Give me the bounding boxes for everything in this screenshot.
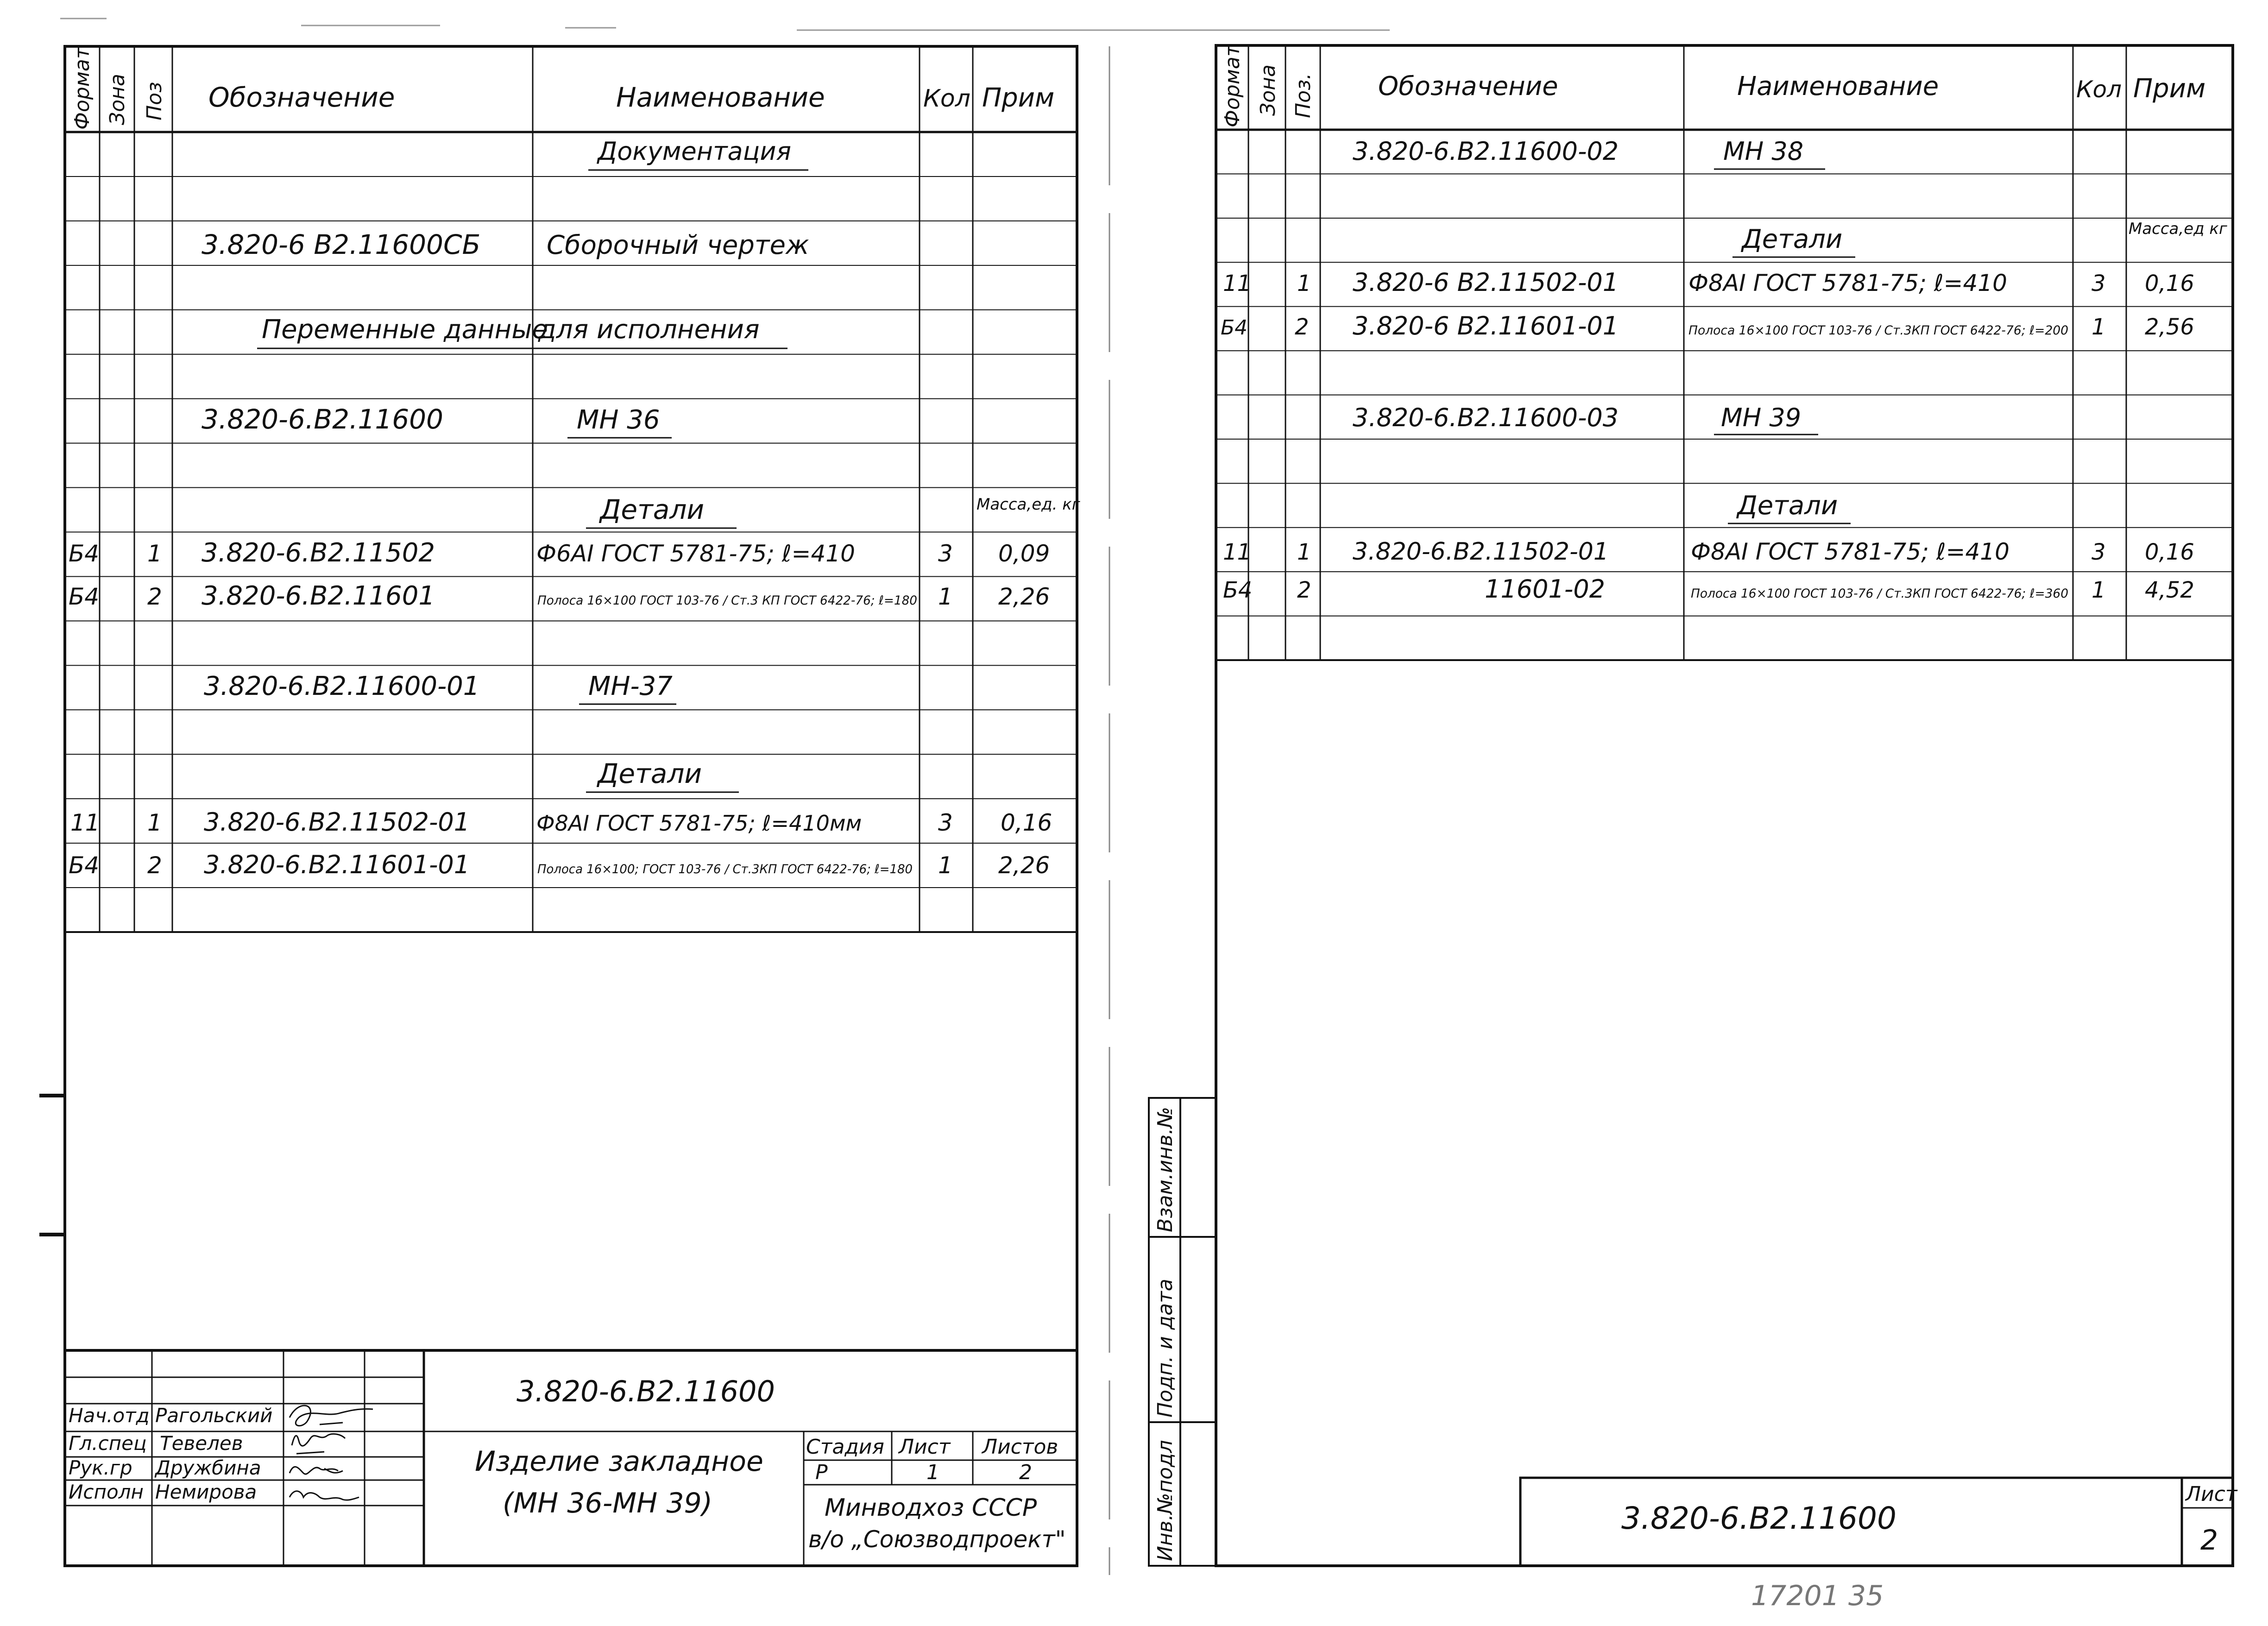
- left-tb-name-3: Дружбина: [155, 1456, 261, 1479]
- left-r9-qty: 3: [938, 540, 953, 567]
- left-tb-org-2: в/о „Союзводпроект": [808, 1526, 1066, 1553]
- left-table-grid: [65, 46, 1077, 932]
- right-header-format: Формат: [1221, 44, 1244, 127]
- left-assembly-name: Сборочный чертеж: [547, 230, 809, 260]
- right-mn39-name: МН 39: [1721, 403, 1802, 432]
- left-sheet: [65, 46, 1077, 1566]
- left-mn37-designation: 3.820-6.В2.11600-01: [204, 671, 480, 701]
- left-r16-qty: 1: [938, 852, 953, 879]
- left-mn36-name: МН 36: [577, 405, 660, 435]
- right-title-block-text: [1621, 1482, 2238, 1557]
- right-r9-qty: 3: [2092, 539, 2106, 565]
- left-variable-data-part1: Переменные данные: [262, 315, 548, 345]
- left-r10-name: Полоса 16×100 ГОСТ 103-76 / Ст.3 КП ГОСТ 6422-76; ℓ=180: [537, 593, 917, 608]
- left-margin-ticks: [39, 1096, 65, 1235]
- left-r10-qty: 1: [938, 583, 953, 610]
- right-mn39-designation: 3.820-6.В2.11600-03: [1353, 403, 1619, 432]
- left-tb-role-1: Нач.отд: [69, 1404, 150, 1427]
- side-stamp-sign-date: Подп. и дата: [1153, 1279, 1177, 1418]
- right-r4-qty: 1: [2092, 314, 2106, 340]
- signature-3: [290, 1467, 343, 1474]
- left-frame: [65, 46, 1077, 1566]
- bottom-archive-note: 17201 35: [1751, 1580, 1884, 1612]
- right-side-stamp-text: [1153, 1107, 1177, 1561]
- right-tb-code: 3.820-6.В2.11600: [1621, 1500, 1896, 1536]
- left-r16-note: 2,26: [998, 852, 1050, 879]
- left-r9-pos: 1: [147, 540, 162, 567]
- right-r9-name: Ф8АI ГОСТ 5781-75; ℓ=410: [1691, 538, 2010, 565]
- left-r15-pos: 1: [147, 809, 162, 836]
- right-r10-format: Б4: [1223, 577, 1253, 603]
- left-mass-note: Масса,ед. кг: [976, 495, 1080, 514]
- left-tb-org-1: Минводхоз СССР: [825, 1494, 1037, 1522]
- left-variable-data-part2: для исполнения: [538, 315, 760, 345]
- right-r9-format: 11: [1223, 539, 1252, 565]
- right-r9-note: 0,16: [2145, 539, 2194, 565]
- right-r10-name: Полоса 16×100 ГОСТ 103-76 / Ст.3КП ГОСТ 6422-76; ℓ=360: [1691, 586, 2068, 601]
- right-mn38-name: МН 38: [1723, 137, 1804, 166]
- left-r16-pos: 2: [147, 852, 162, 879]
- right-tb-sheet-label: Лист: [2186, 1482, 2237, 1506]
- left-r15-designation: 3.820-6.В2.11502-01: [204, 807, 470, 837]
- left-r9-format: Б4: [69, 540, 100, 567]
- right-r9-designation: 3.820-6.В2.11502-01: [1353, 538, 1609, 566]
- left-header-note: Прим: [982, 83, 1055, 113]
- right-r4-pos: 2: [1295, 314, 1309, 340]
- left-r10-format: Б4: [69, 583, 100, 610]
- right-r3-designation: 3.820-6 В2.11502-01: [1353, 268, 1619, 297]
- top-scan-marks: [60, 19, 1390, 30]
- left-row-lines: [65, 176, 1077, 888]
- left-r15-format: 11: [70, 809, 100, 836]
- left-header-qty: Кол: [923, 85, 970, 113]
- left-r16-name: Полоса 16×100; ГОСТ 103-76 / Ст.3КП ГОСТ 6422-76; ℓ=180: [537, 862, 913, 876]
- right-r4-note: 2,56: [2145, 314, 2194, 340]
- left-tb-code: 3.820-6.В2.11600: [517, 1374, 775, 1408]
- signatures: [290, 1405, 373, 1500]
- left-header-name: Наименование: [616, 82, 825, 113]
- right-header-qty: Кол: [2076, 76, 2122, 103]
- left-tb-name-2: Тевелев: [160, 1432, 243, 1455]
- right-r9-pos: 1: [1297, 539, 1311, 565]
- left-r16-designation: 3.820-6.В2.11601-01: [204, 850, 470, 879]
- left-tb-stage-label: Стадия: [806, 1435, 884, 1459]
- right-r3-name: Ф8АI ГОСТ 5781-75; ℓ=410: [1688, 270, 2007, 296]
- right-r10-note: 4,52: [2145, 577, 2194, 603]
- left-r10-pos: 2: [147, 583, 162, 610]
- left-r15-note: 0,16: [1001, 809, 1052, 836]
- left-tb-title-1: Изделие закладное: [475, 1445, 763, 1478]
- left-tb-sheets-label: Листов: [982, 1435, 1058, 1459]
- left-rows: [69, 137, 1081, 879]
- right-mn38-designation: 3.820-6.В2.11600-02: [1353, 137, 1619, 166]
- left-r9-designation: 3.820-6.В2.11502: [202, 538, 435, 568]
- signature-2: [292, 1434, 345, 1454]
- left-header-pos: Поз: [143, 82, 166, 120]
- left-header-format: Формат: [70, 47, 94, 130]
- left-tb-title-2: (МН 36-МН 39): [503, 1487, 713, 1519]
- left-tb-sheets-value: 2: [1019, 1461, 1032, 1484]
- right-header-note: Прим: [2133, 74, 2206, 104]
- side-stamp-replace-inv: Взам.инв.№: [1153, 1107, 1177, 1232]
- right-tb-sheet-value: 2: [2200, 1524, 2218, 1557]
- right-rows: [1221, 137, 2228, 604]
- left-title-block-text: [69, 1374, 1066, 1553]
- right-header-name: Наименование: [1737, 71, 1939, 101]
- left-tb-name-1: Рагольский: [155, 1404, 273, 1427]
- right-details-heading-1: Детали: [1742, 224, 1843, 254]
- left-r10-note: 2,26: [998, 583, 1050, 610]
- right-r3-format: 11: [1223, 271, 1252, 296]
- left-details-heading-1: Детали: [600, 494, 705, 525]
- signature-4: [290, 1491, 359, 1500]
- left-r9-name: Ф6АI ГОСТ 5781-75; ℓ=410: [536, 540, 855, 567]
- right-r3-qty: 3: [2092, 271, 2106, 296]
- left-tb-sheet-value: 1: [926, 1461, 939, 1484]
- left-section-documentation: Документация: [598, 137, 791, 166]
- left-tb-role-4: Исполн: [69, 1481, 144, 1503]
- right-header-designation: Обозначение: [1378, 71, 1558, 101]
- right-details-heading-2: Детали: [1737, 491, 1838, 521]
- left-details-heading-2: Детали: [598, 758, 702, 789]
- side-stamp-inv-no: Инв.№подл: [1153, 1440, 1177, 1561]
- left-mn37-name: МН-37: [588, 671, 673, 701]
- right-r10-pos: 2: [1297, 577, 1311, 603]
- right-r3-note: 0,16: [2145, 271, 2194, 296]
- right-r3-pos: 1: [1297, 271, 1311, 296]
- left-r10-designation: 3.820-6.В2.11601: [202, 581, 435, 611]
- left-tb-stage-value: Р: [815, 1461, 828, 1484]
- right-r4-designation: 3.820-6 В2.11601-01: [1353, 311, 1619, 340]
- left-header-designation: Обозначение: [208, 82, 395, 113]
- left-mn36-designation: 3.820-6.В2.11600: [202, 403, 443, 435]
- right-header-pos: Поз.: [1292, 73, 1315, 118]
- right-r10-qty: 1: [2092, 577, 2106, 603]
- signature-1: [290, 1405, 373, 1426]
- left-tb-role-3: Рук.гр: [69, 1456, 132, 1479]
- right-r4-name: Полоса 16×100 ГОСТ 103-76 / Ст.3КП ГОСТ 6422-76; ℓ=200: [1688, 323, 2068, 338]
- right-mass-note: Масса,ед кг: [2129, 220, 2227, 238]
- right-r4-format: Б4: [1221, 316, 1248, 340]
- right-header-zone: Зона: [1256, 64, 1280, 116]
- left-assembly-designation: 3.820-6 В2.11600СБ: [202, 229, 481, 260]
- right-headers: [1221, 44, 2205, 127]
- left-r16-format: Б4: [69, 852, 100, 879]
- left-r15-name: Ф8АI ГОСТ 5781-75; ℓ=410мм: [536, 811, 862, 836]
- left-tb-sheet-label: Лист: [899, 1435, 951, 1459]
- right-r10-designation: 11601-02: [1485, 574, 1605, 604]
- left-r15-qty: 3: [938, 809, 953, 836]
- left-tb-name-4: Немирова: [155, 1481, 257, 1503]
- left-r9-note: 0,09: [998, 540, 1050, 567]
- left-header-zone: Зона: [106, 74, 129, 125]
- left-tb-role-2: Гл.спец: [69, 1432, 147, 1455]
- left-headers: [70, 46, 1054, 130]
